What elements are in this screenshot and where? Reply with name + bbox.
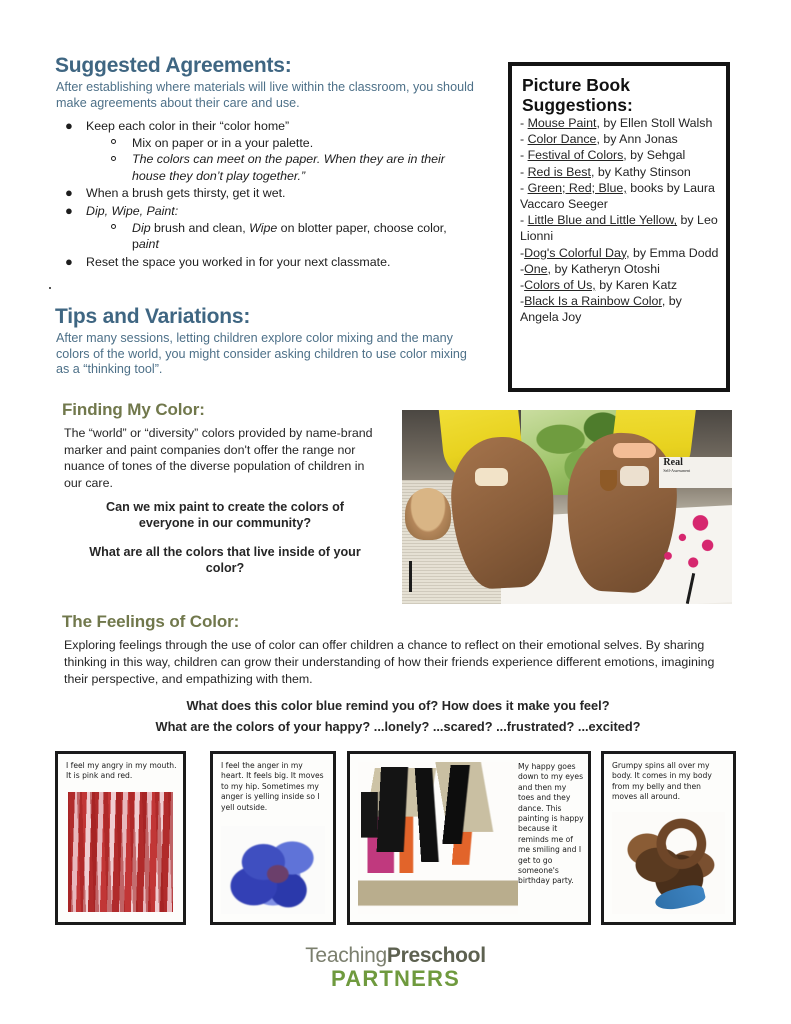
- picture-book-list-item: [520, 131, 720, 147]
- picture-book-list-item: [520, 164, 720, 180]
- list-dash: -: [520, 164, 528, 179]
- child-artwork-panel: [347, 751, 591, 925]
- list-dash: -: [520, 213, 528, 228]
- finding-my-color-prompt-2: What are all the colors that live inside of your color?: [89, 545, 361, 575]
- photo-paint-swatch-peach: [613, 443, 656, 459]
- finding-my-color-prompt-1: Can we mix paint to create the colors of everyone in our community?: [106, 500, 344, 530]
- list-item: [65, 185, 462, 202]
- book-author: , by Ellen Stoll Walsh: [596, 116, 713, 130]
- book-title: Red is Best: [527, 164, 591, 179]
- feelings-of-color-prompt-2: What are the colors of your happy? ...lonely? ...scared? ...frustrated? ...excited?: [155, 719, 641, 734]
- agreements-list: [62, 118, 462, 271]
- emphasis-text: p: [132, 237, 139, 252]
- book-author: books by Laura Vaccaro Seeger: [520, 180, 715, 212]
- photo-paint-swatch-cream: [475, 468, 508, 485]
- picture-book-title: [522, 75, 726, 115]
- book-title: One,: [524, 261, 552, 276]
- list-item: [132, 220, 462, 253]
- bullet-disc-icon: ●: [65, 253, 73, 269]
- photo-pink-paint-splatter: [650, 511, 723, 577]
- book-title: Colors of Us,: [524, 278, 596, 293]
- book-title: Festival of Colors: [527, 148, 624, 163]
- logo-word-teaching: Teaching: [305, 944, 387, 967]
- emphasis-text: brush and clean,: [150, 220, 250, 235]
- photo-paint-jar: [405, 488, 451, 540]
- finding-my-color-body: The “world” or “diversity” colors provided by name-brand marker and paint companies don't offer the range nor nuance of tones of the diverse population of children in our care.: [64, 426, 373, 490]
- picture-book-title-line1: Picture Book: [522, 75, 630, 95]
- list-item: [132, 135, 462, 152]
- artwork-painting-red-pink: [68, 792, 173, 912]
- logo-word-preschool: Preschool: [386, 944, 486, 967]
- artwork-painting-black-magenta-tan: [358, 762, 518, 914]
- book-author: , by Ann Jonas: [596, 132, 678, 147]
- picture-book-list: [512, 115, 726, 326]
- photo-book-label: [659, 457, 732, 488]
- teaching-preschool-partners-logo: [0, 944, 791, 992]
- list-item: [132, 151, 462, 184]
- list-item-label: Mix on paper or in a your palette.: [132, 135, 314, 150]
- emphasis-text: on blotter paper, choose color,: [277, 220, 447, 235]
- emphasis-text: Dip: [132, 220, 151, 235]
- picture-book-list-item: [520, 212, 720, 244]
- child-artwork-panel: [55, 751, 186, 925]
- bullet-circle-icon: [111, 224, 116, 229]
- photo-paint-swatch-brown: [600, 470, 617, 491]
- hands-paint-swatches-photo: [402, 410, 732, 604]
- book-author: , by Kathy Stinson: [590, 164, 691, 179]
- feelings-of-color-heading: The Feelings of Color:: [62, 612, 240, 631]
- picture-book-list-item: [520, 293, 720, 325]
- feelings-of-color-body: Exploring feelings through the use of color can offer children a chance to reflect on their emotional selves. By sharing thinking in this way, children can grow their understanding of how their friends experience different emotions, imagining their perspective, and empathizing with them.: [64, 638, 715, 686]
- book-author: , by Sehgal: [623, 148, 686, 163]
- book-title: Color Dance: [527, 132, 597, 147]
- list-item-label: Keep each color in their “color home”: [86, 119, 290, 133]
- feelings-of-color-prompt-1: What does this color blue remind you of? How does it make you feel?: [186, 698, 610, 713]
- picture-book-list-item: [520, 115, 720, 131]
- list-item-label: When a brush gets thirsty, get it wet.: [86, 186, 286, 201]
- emphasis-text: Wipe: [249, 220, 278, 235]
- list-item: [65, 118, 462, 184]
- book-title: Mouse Paint: [527, 116, 597, 130]
- bullet-disc-icon: ●: [65, 118, 73, 133]
- list-dash: -: [520, 180, 528, 195]
- logo-line-1: [0, 944, 791, 968]
- artwork-caption: My happy goes down to my eyes and then my toes and they dance. This painting is happy because it reminds me of me smiling and I get to go someone's birthday party.: [518, 762, 584, 886]
- child-artwork-panel: [210, 751, 336, 925]
- child-artwork-panel: [601, 751, 736, 925]
- book-author: by Karen Katz: [595, 278, 678, 293]
- bullet-disc-icon: ●: [65, 202, 73, 218]
- list-dash: -: [520, 132, 528, 147]
- logo-word-partners: PARTNERS: [331, 966, 460, 991]
- book-author: by Emma Dodd: [629, 245, 719, 260]
- photo-paint-swatch-beige: [620, 466, 650, 485]
- picture-book-list-item: [520, 277, 720, 293]
- list-dash: -: [520, 116, 528, 130]
- book-author: , by Angela Joy: [520, 294, 682, 325]
- list-item: [65, 253, 462, 271]
- artwork-caption: Grumpy spins all over my body. It comes in my body from my belly and then moves all around.: [612, 761, 712, 802]
- list-item-label: Reset the space you worked in for your next classmate.: [86, 254, 391, 269]
- bullet-circle-icon: [111, 139, 116, 144]
- picture-book-list-item: [520, 147, 720, 163]
- list-item-label: The colors can meet on the paper. When they are in their house they don’t play together.”: [132, 152, 445, 183]
- suggested-agreements-heading: Suggested Agreements:: [55, 54, 292, 77]
- list-dash: -: [520, 294, 525, 309]
- book-title: Little Blue and Little Yellow,: [527, 213, 678, 228]
- photo-book-label-subtitle: Self-Assessment: [663, 467, 691, 473]
- photo-pencil-left: [409, 561, 412, 592]
- artwork-painting-blue-purple: [221, 826, 325, 914]
- book-title: Black Is a Rainbow Color: [524, 294, 662, 309]
- emphasis-text: aint: [138, 237, 159, 252]
- picture-book-list-item: [520, 261, 720, 277]
- list-item-label: [132, 221, 447, 252]
- tips-and-variations-body: After many sessions, letting children explore color mixing and the many colors of the world, you might consider asking children to use color mixing as a “thinking tool”.: [56, 331, 467, 376]
- list-dash: -: [520, 245, 525, 260]
- list-dash: -: [520, 148, 528, 163]
- artwork-painting-brown: [612, 812, 725, 914]
- photo-book-label-title: Real: [663, 456, 683, 468]
- picture-book-title-line2: Suggestions:: [522, 95, 633, 115]
- stray-mark: [49, 287, 51, 289]
- list-item: [65, 202, 462, 253]
- book-author: by Katheryn Otoshi: [551, 261, 660, 276]
- picture-book-list-item: [520, 180, 720, 212]
- book-title: Green; Red; Blue,: [527, 180, 627, 195]
- tips-and-variations-heading: Tips and Variations:: [55, 305, 251, 328]
- bullet-disc-icon: ●: [65, 185, 73, 201]
- artwork-caption: I feel the anger in my heart. It feels big. It moves to my hip. Sometimes my anger is yelling inside so I yell outside.: [221, 761, 324, 812]
- book-title: Dog's Colorful Day,: [524, 245, 630, 260]
- finding-my-color-heading: Finding My Color:: [62, 400, 205, 419]
- picture-book-list-item: [520, 245, 720, 261]
- list-dash: -: [520, 261, 525, 276]
- list-item-label: Dip, Wipe, Paint:: [86, 203, 179, 218]
- book-author: by Leo Lionni: [520, 213, 718, 244]
- list-dash: -: [520, 278, 525, 293]
- suggested-agreements-intro: After establishing where materials will live within the classroom, you should make agreements about their care and use.: [56, 80, 474, 110]
- bullet-circle-icon: [111, 156, 116, 161]
- artwork-caption: I feel my angry in my mouth. It is pink and red.: [66, 761, 177, 781]
- picture-book-suggestions-box: [508, 62, 730, 392]
